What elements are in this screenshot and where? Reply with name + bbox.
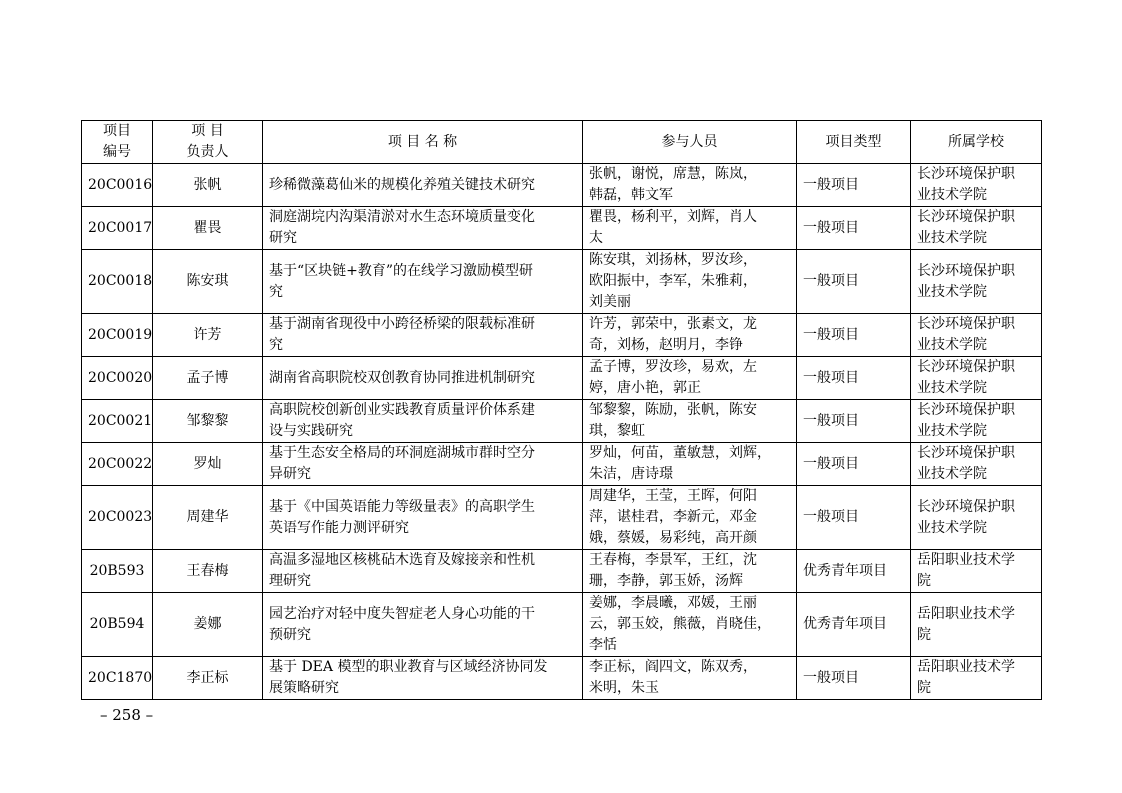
participants-cell: 张帆，谢悦，席慧，陈岚， 韩磊，韩文军 (583, 164, 797, 207)
project-name-cell: 高职院校创新创业实践教育质量评价体系建 设与实践研究 (263, 400, 583, 443)
project-id-cell: 20C0019 (82, 314, 153, 357)
project-leader-cell: 姜娜 (153, 593, 263, 657)
table-row (82, 357, 1042, 400)
project-name-cell: 园艺治疗对轻中度失智症老人身心功能的干 预研究 (263, 593, 583, 657)
project-id-cell: 20C0020 (82, 357, 153, 400)
header-project-id: 项目 编号 (82, 121, 153, 164)
header-project-leader: 项 目 负责人 (153, 121, 263, 164)
project-name-cell: 珍稀微藻葛仙米的规模化养殖关键技术研究 (263, 164, 583, 207)
project-type-cell: 一般项目 (797, 314, 911, 357)
project-leader-cell: 许芳 (153, 314, 263, 357)
project-type-cell: 一般项目 (797, 357, 911, 400)
project-id-cell: 20C0016 (82, 164, 153, 207)
header-project-name: 项 目 名 称 (263, 121, 583, 164)
project-id-cell: 20C0022 (82, 443, 153, 486)
table-row (82, 593, 1042, 657)
project-id-cell: 20C0018 (82, 250, 153, 314)
table-header-row (82, 121, 1042, 164)
project-name-cell: 湖南省高职院校双创教育协同推进机制研究 (263, 357, 583, 400)
participants-cell: 陈安琪，刘扬林，罗汝珍， 欧阳振中，李军，朱雅莉， 刘美丽 (583, 250, 797, 314)
project-type-cell: 一般项目 (797, 486, 911, 550)
school-cell: 长沙环境保护职 业技术学院 (911, 314, 1042, 357)
header-school: 所属学校 (911, 121, 1042, 164)
project-id-cell: 20C0021 (82, 400, 153, 443)
header-project-type: 项目类型 (797, 121, 911, 164)
header-participants: 参与人员 (583, 121, 797, 164)
table-row (82, 400, 1042, 443)
project-type-cell: 一般项目 (797, 250, 911, 314)
project-leader-cell: 瞿畏 (153, 207, 263, 250)
project-leader-cell: 张帆 (153, 164, 263, 207)
project-leader-cell: 孟子博 (153, 357, 263, 400)
school-cell: 岳阳职业技术学 院 (911, 657, 1042, 700)
project-leader-cell: 邹黎黎 (153, 400, 263, 443)
project-name-cell: 基于“区块链+教育”的在线学习激励模型研 究 (263, 250, 583, 314)
project-name-cell: 洞庭湖垸内沟渠清淤对水生态环境质量变化 研究 (263, 207, 583, 250)
project-type-cell: 优秀青年项目 (797, 550, 911, 593)
project-type-cell: 一般项目 (797, 207, 911, 250)
page-number: – 258 – (100, 706, 154, 724)
project-leader-cell: 王春梅 (153, 550, 263, 593)
participants-cell: 罗灿，何苗，董敏慧，刘辉， 朱洁，唐诗璟 (583, 443, 797, 486)
project-name-cell: 高温多湿地区核桃砧木选育及嫁接亲和性机 理研究 (263, 550, 583, 593)
table-row (82, 207, 1042, 250)
participants-cell: 孟子博，罗汝珍，易欢，左 婷，唐小艳，郭正 (583, 357, 797, 400)
table-row (82, 550, 1042, 593)
participants-cell: 姜娜，李晨曦，邓媛，王丽 云，郭玉姣，熊薇，肖晓佳， 李恬 (583, 593, 797, 657)
project-type-cell: 一般项目 (797, 400, 911, 443)
school-cell: 长沙环境保护职 业技术学院 (911, 357, 1042, 400)
project-id-cell: 20C1870 (82, 657, 153, 700)
school-cell: 长沙环境保护职 业技术学院 (911, 486, 1042, 550)
project-type-cell: 优秀青年项目 (797, 593, 911, 657)
project-type-cell: 一般项目 (797, 443, 911, 486)
project-name-cell: 基于生态安全格局的环洞庭湖城市群时空分 异研究 (263, 443, 583, 486)
project-leader-cell: 陈安琪 (153, 250, 263, 314)
participants-cell: 邹黎黎，陈励，张帆，陈安 琪，黎虹 (583, 400, 797, 443)
participants-cell: 瞿畏，杨利平，刘辉，肖人 太 (583, 207, 797, 250)
project-name-cell: 基于《中国英语能力等级量表》的高职学生 英语写作能力测评研究 (263, 486, 583, 550)
participants-cell: 许芳，郭荣中，张素文，龙 奇，刘杨，赵明月，李铮 (583, 314, 797, 357)
project-name-cell: 基于 DEA 模型的职业教育与区域经济协同发 展策略研究 (263, 657, 583, 700)
project-type-cell: 一般项目 (797, 657, 911, 700)
school-cell: 长沙环境保护职 业技术学院 (911, 400, 1042, 443)
project-leader-cell: 周建华 (153, 486, 263, 550)
school-cell: 长沙环境保护职 业技术学院 (911, 250, 1042, 314)
table-row (82, 657, 1042, 700)
table-row (82, 443, 1042, 486)
project-table (81, 120, 1042, 700)
project-id-cell: 20B593 (82, 550, 153, 593)
project-leader-cell: 李正标 (153, 657, 263, 700)
table-body (82, 164, 1042, 700)
project-name-cell: 基于湖南省现役中小跨径桥梁的限载标准研 究 (263, 314, 583, 357)
project-id-cell: 20C0023 (82, 486, 153, 550)
school-cell: 岳阳职业技术学 院 (911, 593, 1042, 657)
participants-cell: 李正标，阎四文，陈双秀， 米明，朱玉 (583, 657, 797, 700)
project-leader-cell: 罗灿 (153, 443, 263, 486)
table-row (82, 314, 1042, 357)
project-id-cell: 20C0017 (82, 207, 153, 250)
participants-cell: 周建华，王莹，王晖，何阳 萍，谌桂君，李新元，邓金 娥，蔡媛，易彩纯，高开颜 (583, 486, 797, 550)
table-row (82, 486, 1042, 550)
school-cell: 长沙环境保护职 业技术学院 (911, 164, 1042, 207)
table-row (82, 164, 1042, 207)
project-type-cell: 一般项目 (797, 164, 911, 207)
project-id-cell: 20B594 (82, 593, 153, 657)
school-cell: 岳阳职业技术学 院 (911, 550, 1042, 593)
school-cell: 长沙环境保护职 业技术学院 (911, 207, 1042, 250)
school-cell: 长沙环境保护职 业技术学院 (911, 443, 1042, 486)
table-row (82, 250, 1042, 314)
participants-cell: 王春梅，李景军，王红，沈 珊，李静，郭玉娇，汤辉 (583, 550, 797, 593)
